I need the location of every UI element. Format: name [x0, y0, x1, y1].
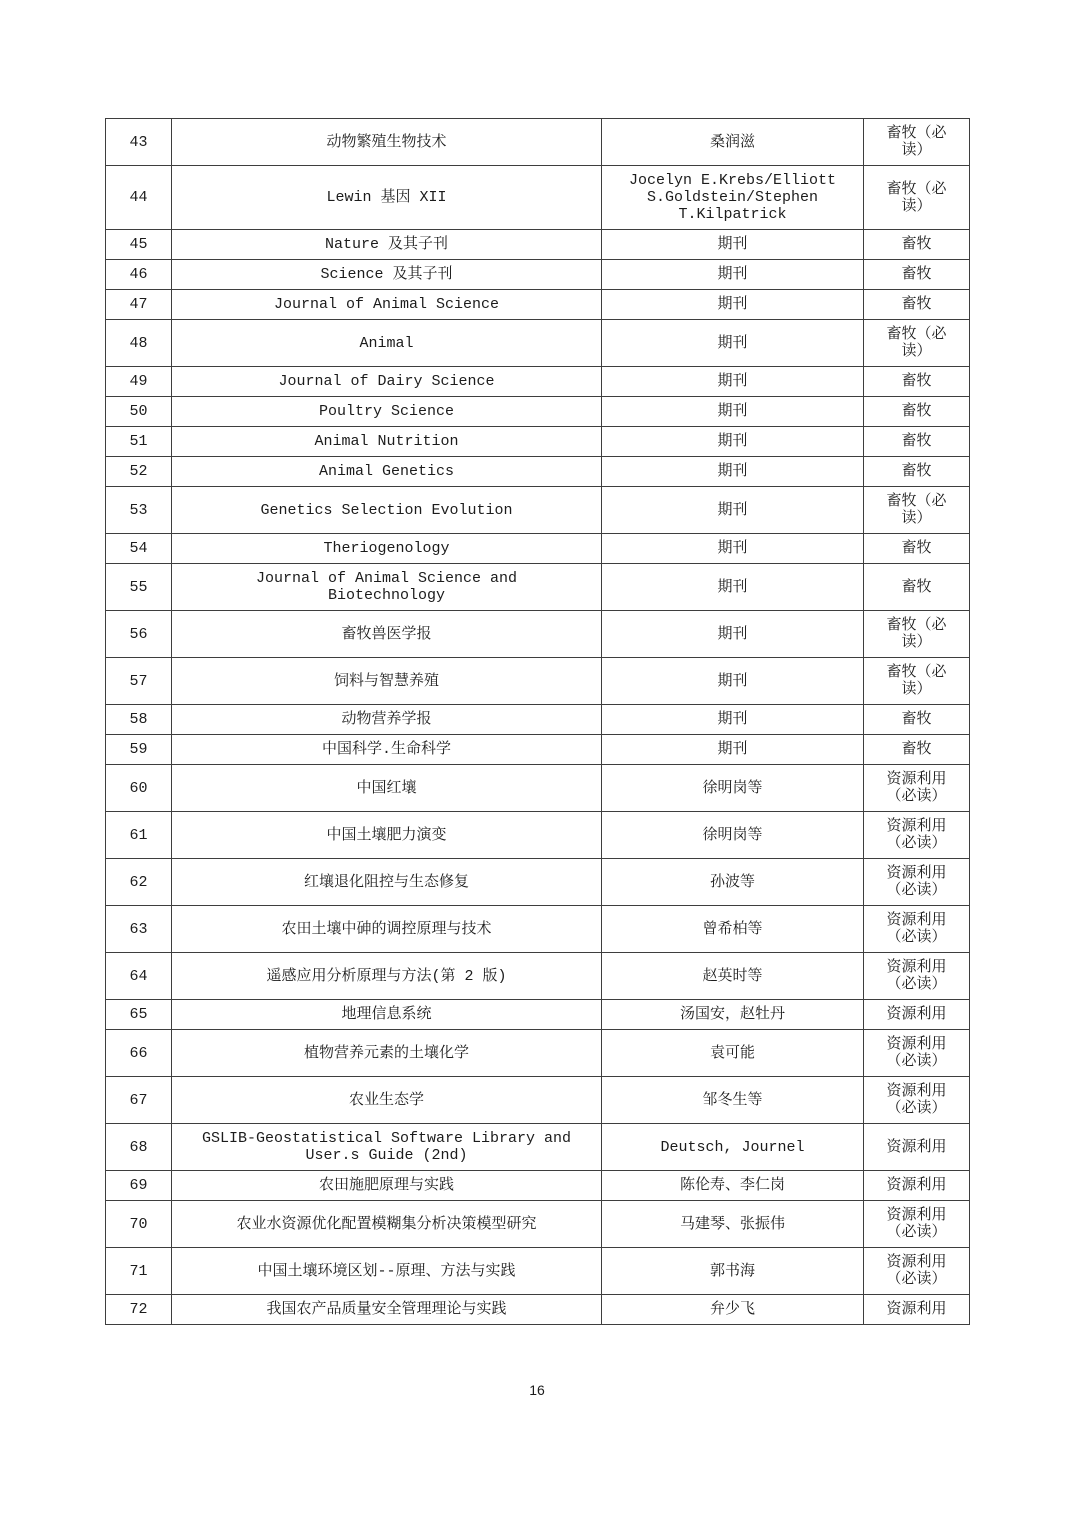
title-cell: 中国土壤环境区划--原理、方法与实践	[172, 1248, 602, 1295]
title-cell: Animal	[172, 320, 602, 367]
category-cell: 资源利用（必读）	[864, 812, 970, 859]
title-cell: 地理信息系统	[172, 1000, 602, 1030]
row-number-cell: 47	[106, 290, 172, 320]
author-cell: 期刊	[602, 487, 864, 534]
reading-list-table-body	[106, 119, 970, 1325]
table-row	[106, 260, 970, 290]
title-cell: Animal Genetics	[172, 457, 602, 487]
table-row	[106, 230, 970, 260]
row-number-cell: 48	[106, 320, 172, 367]
title-cell: Genetics Selection Evolution	[172, 487, 602, 534]
category-cell: 畜牧	[864, 290, 970, 320]
table-row	[106, 166, 970, 230]
row-number-cell: 68	[106, 1124, 172, 1171]
author-cell: 期刊	[602, 260, 864, 290]
page-number: 16	[529, 1382, 545, 1398]
category-cell: 畜牧	[864, 260, 970, 290]
author-cell: 弁少飞	[602, 1295, 864, 1325]
author-cell: 期刊	[602, 290, 864, 320]
table-row	[106, 765, 970, 812]
table-row	[106, 1248, 970, 1295]
table-row	[106, 812, 970, 859]
author-cell: 期刊	[602, 534, 864, 564]
row-number-cell: 56	[106, 611, 172, 658]
table-row	[106, 735, 970, 765]
title-cell: 中国土壤肥力演变	[172, 812, 602, 859]
title-cell: 植物营养元素的土壤化学	[172, 1030, 602, 1077]
category-cell: 畜牧	[864, 705, 970, 735]
author-cell: 期刊	[602, 320, 864, 367]
category-cell: 资源利用（必读）	[864, 906, 970, 953]
category-cell: 畜牧	[864, 735, 970, 765]
title-cell: 农田土壤中砷的调控原理与技术	[172, 906, 602, 953]
author-cell: 期刊	[602, 735, 864, 765]
category-cell: 畜牧	[864, 397, 970, 427]
table-row	[106, 906, 970, 953]
title-cell: 中国红壤	[172, 765, 602, 812]
row-number-cell: 64	[106, 953, 172, 1000]
row-number-cell: 45	[106, 230, 172, 260]
row-number-cell: 69	[106, 1171, 172, 1201]
row-number-cell: 50	[106, 397, 172, 427]
author-cell: 曾希柏等	[602, 906, 864, 953]
table-row	[106, 290, 970, 320]
row-number-cell: 51	[106, 427, 172, 457]
title-cell: 畜牧兽医学报	[172, 611, 602, 658]
table-row	[106, 859, 970, 906]
row-number-cell: 66	[106, 1030, 172, 1077]
author-cell: 期刊	[602, 658, 864, 705]
author-cell: 期刊	[602, 427, 864, 457]
title-cell: Journal of Animal Science and Biotechnology	[172, 564, 602, 611]
title-cell: GSLIB-Geostatistical Software Library and User.s Guide (2nd)	[172, 1124, 602, 1171]
author-cell: 期刊	[602, 397, 864, 427]
author-cell: 期刊	[602, 367, 864, 397]
table-row	[106, 564, 970, 611]
row-number-cell: 49	[106, 367, 172, 397]
category-cell: 畜牧（必读）	[864, 166, 970, 230]
table-row	[106, 1171, 970, 1201]
author-cell: 郭书海	[602, 1248, 864, 1295]
category-cell: 畜牧	[864, 427, 970, 457]
title-cell: 农业生态学	[172, 1077, 602, 1124]
author-cell: 袁可能	[602, 1030, 864, 1077]
category-cell: 资源利用	[864, 1124, 970, 1171]
category-cell: 畜牧	[864, 457, 970, 487]
row-number-cell: 43	[106, 119, 172, 166]
table-row	[106, 611, 970, 658]
author-cell: 汤国安，赵牡丹	[602, 1000, 864, 1030]
table-row	[106, 1201, 970, 1248]
category-cell: 资源利用（必读）	[864, 1201, 970, 1248]
table-row	[106, 119, 970, 166]
row-number-cell: 54	[106, 534, 172, 564]
category-cell: 畜牧	[864, 534, 970, 564]
title-cell: 饲料与智慧养殖	[172, 658, 602, 705]
category-cell: 畜牧（必读）	[864, 119, 970, 166]
row-number-cell: 52	[106, 457, 172, 487]
row-number-cell: 65	[106, 1000, 172, 1030]
reading-list-table	[105, 118, 970, 1325]
title-cell: 中国科学.生命科学	[172, 735, 602, 765]
row-number-cell: 63	[106, 906, 172, 953]
category-cell: 资源利用	[864, 1171, 970, 1201]
table-row	[106, 320, 970, 367]
table-row	[106, 367, 970, 397]
category-cell: 资源利用（必读）	[864, 1248, 970, 1295]
author-cell: 徐明岗等	[602, 765, 864, 812]
table-row	[106, 1000, 970, 1030]
category-cell: 畜牧（必读）	[864, 320, 970, 367]
row-number-cell: 61	[106, 812, 172, 859]
category-cell: 资源利用（必读）	[864, 765, 970, 812]
title-cell: 我国农产品质量安全管理理论与实践	[172, 1295, 602, 1325]
title-cell: 农业水资源优化配置模糊集分析决策模型研究	[172, 1201, 602, 1248]
row-number-cell: 44	[106, 166, 172, 230]
table-row	[106, 534, 970, 564]
table-row	[106, 705, 970, 735]
table-row	[106, 658, 970, 705]
category-cell: 资源利用（必读）	[864, 953, 970, 1000]
author-cell: 徐明岗等	[602, 812, 864, 859]
title-cell: Science 及其子刊	[172, 260, 602, 290]
category-cell: 资源利用	[864, 1000, 970, 1030]
row-number-cell: 60	[106, 765, 172, 812]
title-cell: 农田施肥原理与实践	[172, 1171, 602, 1201]
author-cell: Deutsch, Journel	[602, 1124, 864, 1171]
row-number-cell: 62	[106, 859, 172, 906]
category-cell: 畜牧（必读）	[864, 487, 970, 534]
table-row	[106, 427, 970, 457]
title-cell: Lewin 基因 XII	[172, 166, 602, 230]
row-number-cell: 70	[106, 1201, 172, 1248]
title-cell: Animal Nutrition	[172, 427, 602, 457]
author-cell: 孙波等	[602, 859, 864, 906]
title-cell: Poultry Science	[172, 397, 602, 427]
title-cell: Journal of Dairy Science	[172, 367, 602, 397]
author-cell: 期刊	[602, 611, 864, 658]
title-cell: Theriogenology	[172, 534, 602, 564]
title-cell: 遥感应用分析原理与方法(第 2 版)	[172, 953, 602, 1000]
table-row	[106, 1295, 970, 1325]
author-cell: 马建琴、张振伟	[602, 1201, 864, 1248]
category-cell: 畜牧	[864, 230, 970, 260]
category-cell: 资源利用（必读）	[864, 1030, 970, 1077]
table-row	[106, 1124, 970, 1171]
author-cell: 期刊	[602, 564, 864, 611]
author-cell: 邹冬生等	[602, 1077, 864, 1124]
row-number-cell: 59	[106, 735, 172, 765]
category-cell: 畜牧	[864, 367, 970, 397]
row-number-cell: 58	[106, 705, 172, 735]
table-row	[106, 1077, 970, 1124]
author-cell: Jocelyn E.Krebs/Elliott S.Goldstein/Stephen T.Kilpatrick	[602, 166, 864, 230]
title-cell: 动物繁殖生物技术	[172, 119, 602, 166]
table-row	[106, 487, 970, 534]
table-row	[106, 953, 970, 1000]
row-number-cell: 67	[106, 1077, 172, 1124]
title-cell: 动物营养学报	[172, 705, 602, 735]
title-cell: Nature 及其子刊	[172, 230, 602, 260]
row-number-cell: 72	[106, 1295, 172, 1325]
category-cell: 资源利用	[864, 1295, 970, 1325]
author-cell: 陈伦寿、李仁岗	[602, 1171, 864, 1201]
row-number-cell: 53	[106, 487, 172, 534]
category-cell: 畜牧（必读）	[864, 658, 970, 705]
author-cell: 期刊	[602, 457, 864, 487]
row-number-cell: 55	[106, 564, 172, 611]
category-cell: 畜牧（必读）	[864, 611, 970, 658]
category-cell: 资源利用（必读）	[864, 1077, 970, 1124]
title-cell: 红壤退化阻控与生态修复	[172, 859, 602, 906]
category-cell: 畜牧	[864, 564, 970, 611]
author-cell: 赵英时等	[602, 953, 864, 1000]
row-number-cell: 57	[106, 658, 172, 705]
row-number-cell: 46	[106, 260, 172, 290]
table-row	[106, 1030, 970, 1077]
author-cell: 桑润滋	[602, 119, 864, 166]
author-cell: 期刊	[602, 705, 864, 735]
category-cell: 资源利用（必读）	[864, 859, 970, 906]
title-cell: Journal of Animal Science	[172, 290, 602, 320]
table-row	[106, 397, 970, 427]
author-cell: 期刊	[602, 230, 864, 260]
table-row	[106, 457, 970, 487]
row-number-cell: 71	[106, 1248, 172, 1295]
